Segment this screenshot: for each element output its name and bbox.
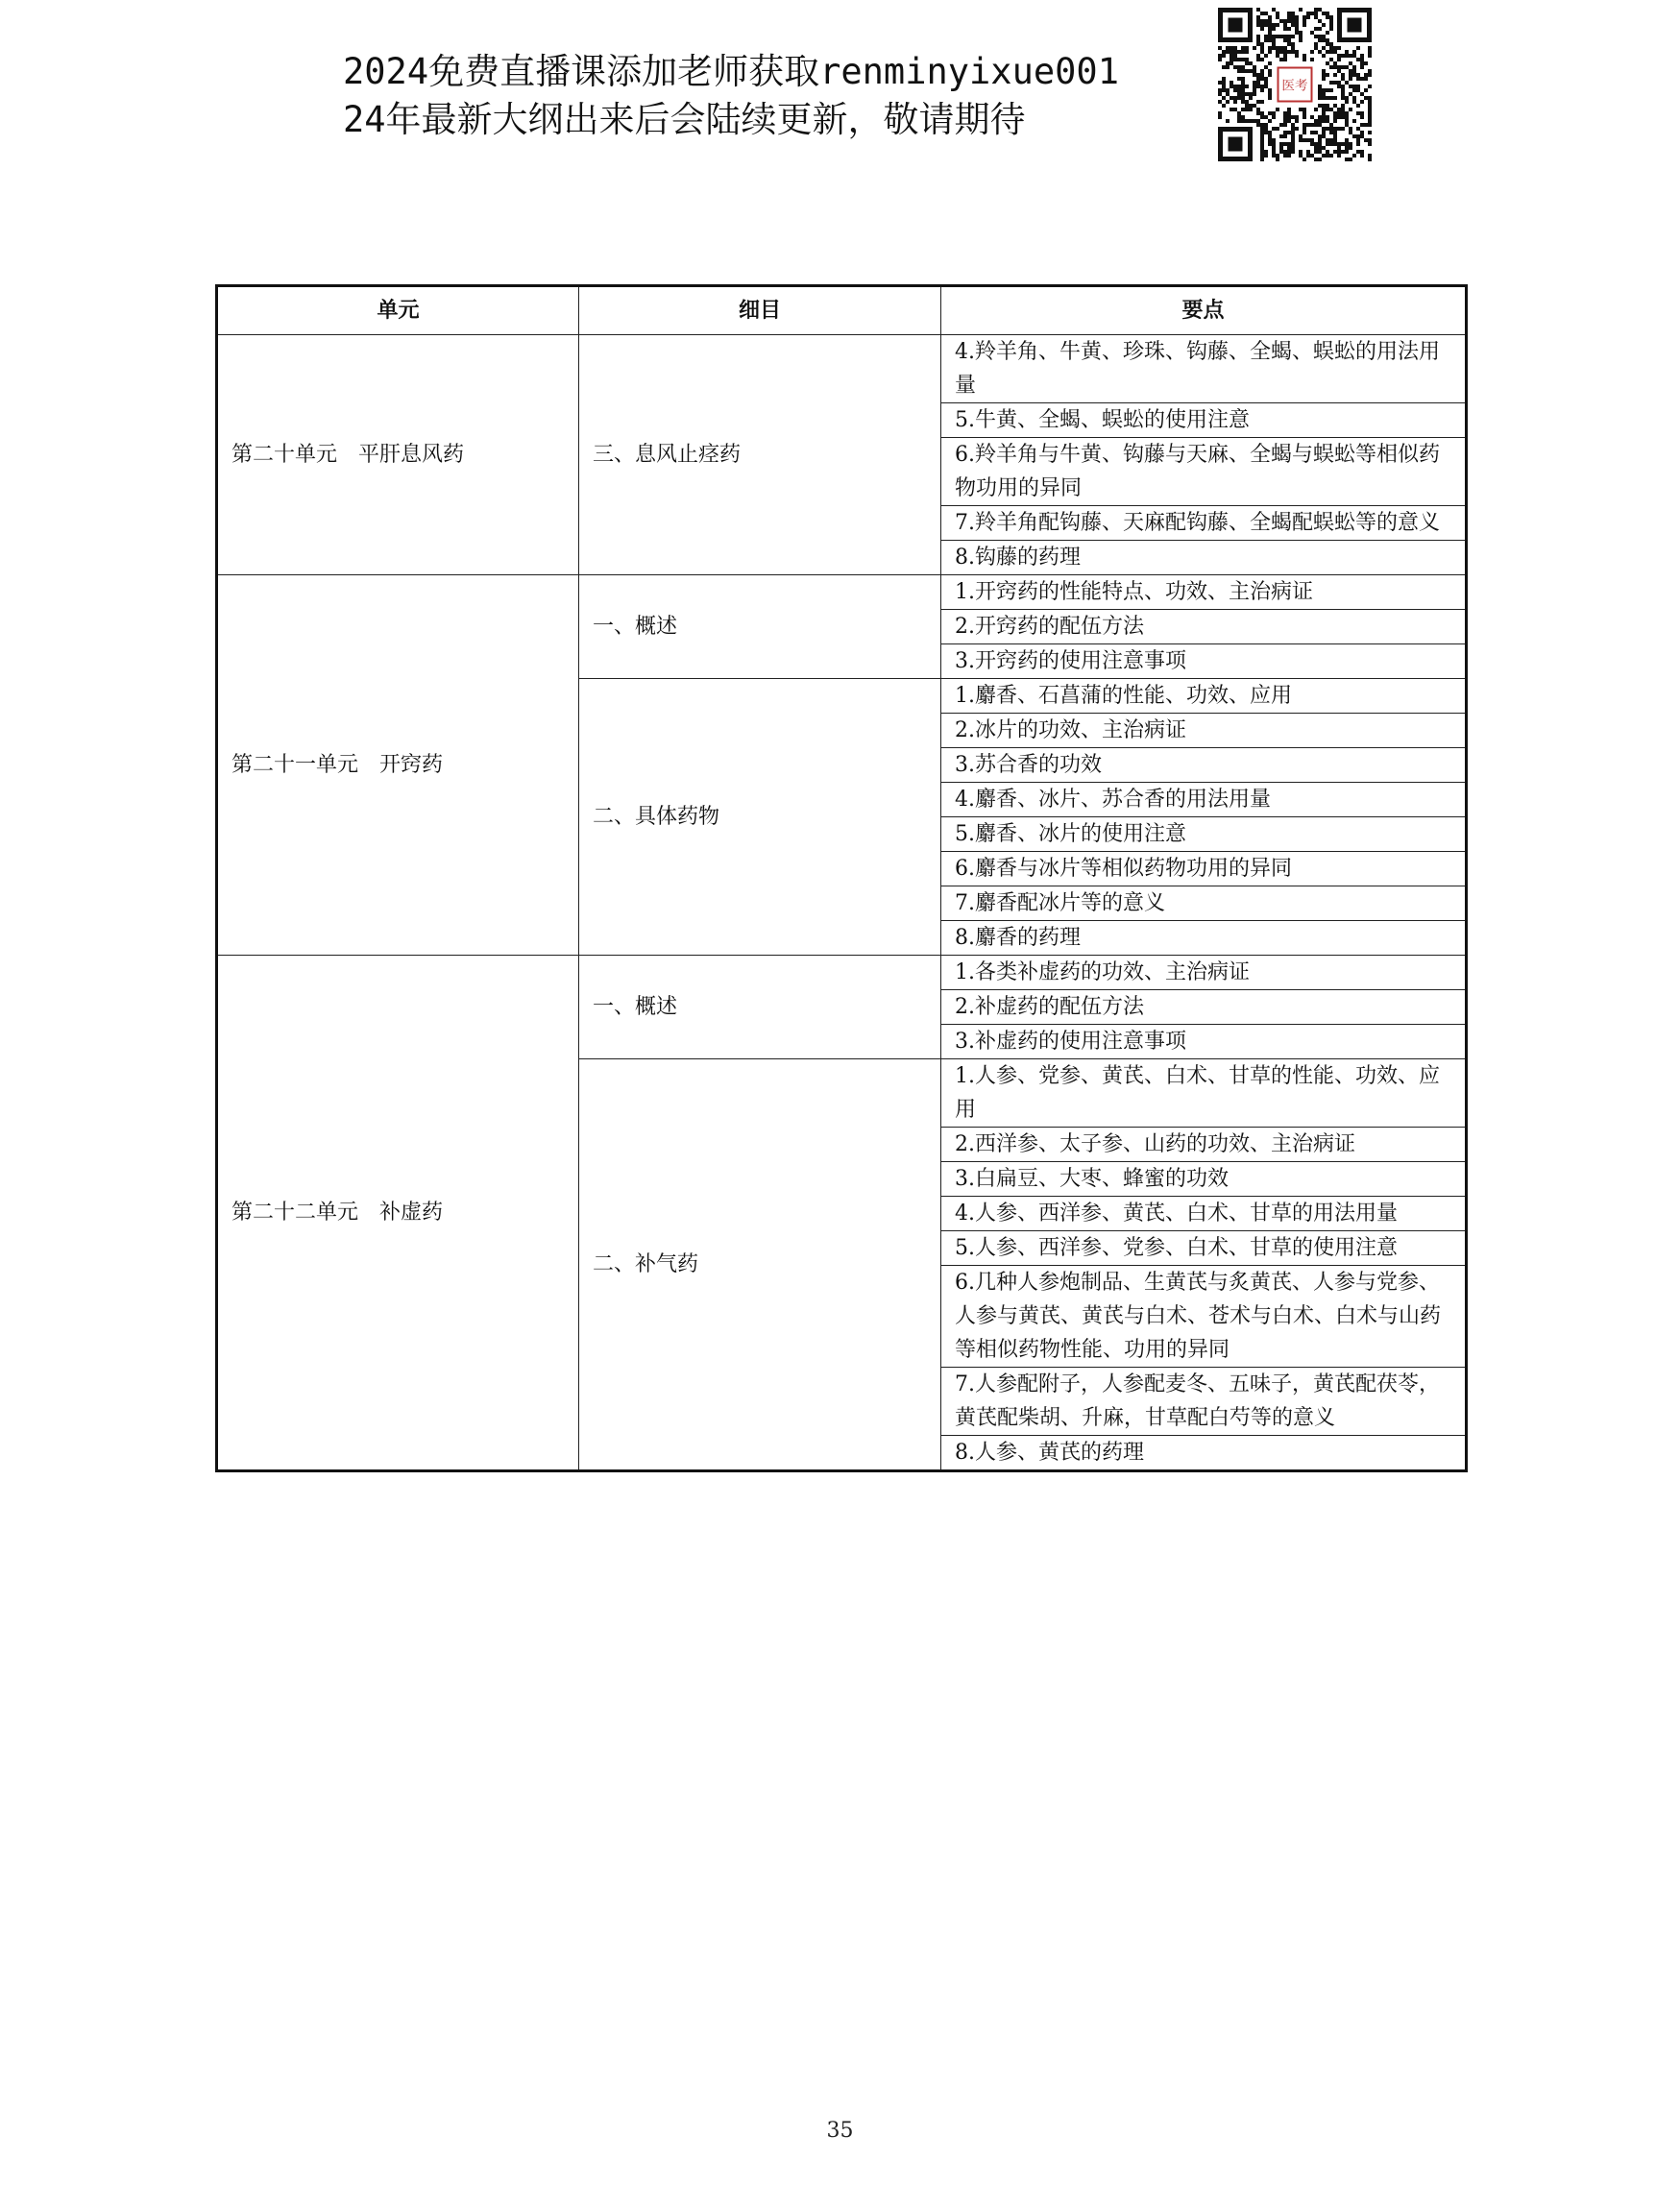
unit-cell: 第二十单元 平肝息风药 bbox=[217, 335, 579, 575]
point-cell: 7.麝香配冰片等的意义 bbox=[941, 886, 1467, 921]
header-point: 要点 bbox=[941, 286, 1467, 335]
qr-logo-label: 医考 bbox=[1281, 78, 1308, 94]
header-line-1: 2024免费直播课添加老师获取renminyixue001 bbox=[343, 51, 1119, 92]
item-cell: 二、具体药物 bbox=[579, 679, 941, 956]
table-body bbox=[217, 335, 1467, 1471]
point-cell: 4.羚羊角、牛黄、珍珠、钩藤、全蝎、蜈蚣的用法用量 bbox=[941, 335, 1467, 403]
item-cell: 二、补气药 bbox=[579, 1059, 941, 1471]
header-line-2: 24年最新大纲出来后会陆续更新，敬请期待 bbox=[343, 99, 1026, 140]
point-cell: 2.开窍药的配伍方法 bbox=[941, 610, 1467, 644]
point-cell: 4.人参、西洋参、黄芪、白术、甘草的用法用量 bbox=[941, 1197, 1467, 1231]
unit-cell: 第二十二单元 补虚药 bbox=[217, 956, 579, 1471]
point-cell: 6.几种人参炮制品、生黄芪与炙黄芪、人参与党参、人参与黄芪、黄芪与白术、苍术与白术、白术与山药等相似药物性能、功用的异同 bbox=[941, 1266, 1467, 1368]
point-cell: 1.麝香、石菖蒲的性能、功效、应用 bbox=[941, 679, 1467, 714]
point-cell: 8.人参、黄芪的药理 bbox=[941, 1436, 1467, 1471]
table-row bbox=[217, 956, 1467, 990]
point-cell: 1.人参、党参、黄芪、白术、甘草的性能、功效、应用 bbox=[941, 1059, 1467, 1128]
point-cell: 1.开窍药的性能特点、功效、主治病证 bbox=[941, 575, 1467, 610]
point-cell: 2.西洋参、太子参、山药的功效、主治病证 bbox=[941, 1128, 1467, 1162]
point-cell: 8.钩藤的药理 bbox=[941, 541, 1467, 575]
point-cell: 1.各类补虚药的功效、主治病证 bbox=[941, 956, 1467, 990]
page-number: 35 bbox=[826, 2119, 854, 2143]
qr-code-icon bbox=[1214, 4, 1376, 165]
point-cell: 4.麝香、冰片、苏合香的用法用量 bbox=[941, 783, 1467, 817]
point-cell: 2.补虚药的配伍方法 bbox=[941, 990, 1467, 1025]
item-cell: 一、概述 bbox=[579, 575, 941, 679]
table-row bbox=[217, 335, 1467, 403]
item-cell: 三、息风止痉药 bbox=[579, 335, 941, 575]
point-cell: 5.人参、西洋参、党参、白术、甘草的使用注意 bbox=[941, 1231, 1467, 1266]
header-item: 细目 bbox=[579, 286, 941, 335]
point-cell: 6.羚羊角与牛黄、钩藤与天麻、全蝎与蜈蚣等相似药物功用的异同 bbox=[941, 438, 1467, 506]
point-cell: 7.羚羊角配钩藤、天麻配钩藤、全蝎配蜈蚣等的意义 bbox=[941, 506, 1467, 541]
point-cell: 3.开窍药的使用注意事项 bbox=[941, 644, 1467, 679]
header bbox=[343, 48, 1119, 144]
table-row bbox=[217, 575, 1467, 610]
point-cell: 3.补虚药的使用注意事项 bbox=[941, 1025, 1467, 1059]
point-cell: 2.冰片的功效、主治病证 bbox=[941, 714, 1467, 748]
point-cell: 8.麝香的药理 bbox=[941, 921, 1467, 956]
point-cell: 5.牛黄、全蝎、蜈蚣的使用注意 bbox=[941, 403, 1467, 438]
point-cell: 3.白扁豆、大枣、蜂蜜的功效 bbox=[941, 1162, 1467, 1197]
item-cell: 一、概述 bbox=[579, 956, 941, 1059]
syllabus-table bbox=[215, 284, 1468, 1472]
header-unit: 单元 bbox=[217, 286, 579, 335]
table-header-row bbox=[217, 286, 1467, 335]
point-cell: 3.苏合香的功效 bbox=[941, 748, 1467, 783]
point-cell: 6.麝香与冰片等相似药物功用的异同 bbox=[941, 852, 1467, 886]
unit-cell: 第二十一单元 开窍药 bbox=[217, 575, 579, 956]
point-cell: 7.人参配附子，人参配麦冬、五味子，黄芪配茯苓，黄芪配柴胡、升麻，甘草配白芍等的意义 bbox=[941, 1368, 1467, 1436]
point-cell: 5.麝香、冰片的使用注意 bbox=[941, 817, 1467, 852]
